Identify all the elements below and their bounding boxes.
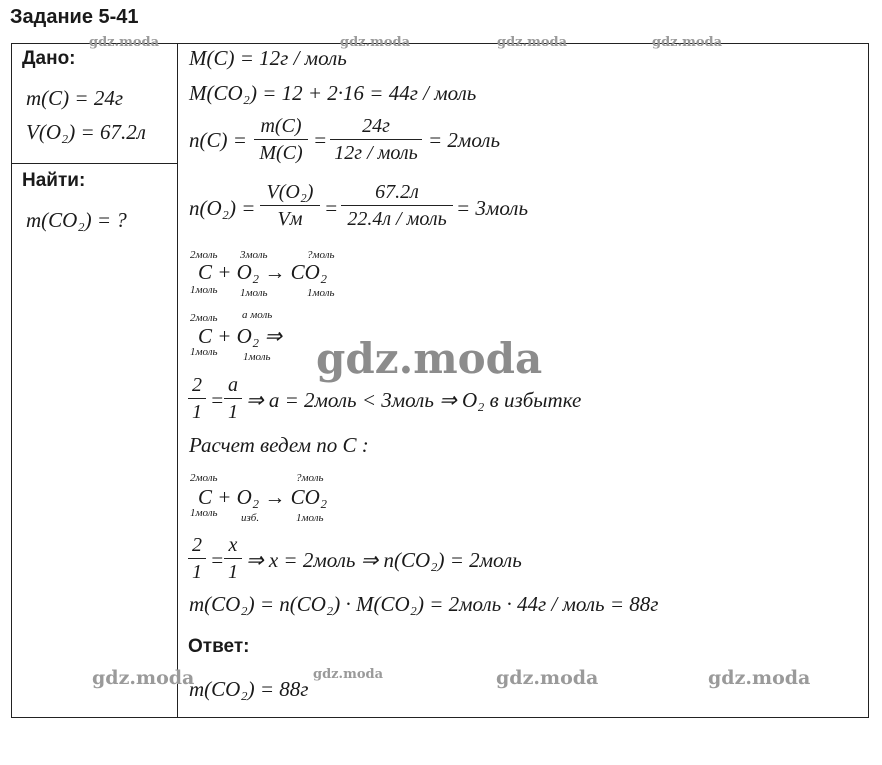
eq1-bottom-o2: 1моль — [240, 287, 268, 299]
watermark: gdz.moda — [497, 35, 568, 50]
watermark: gdz.moda — [708, 667, 811, 689]
n-c-label: n(C) = — [189, 128, 247, 152]
eq2-bottom-c: 1моль — [190, 346, 218, 358]
watermark: gdz.moda — [313, 667, 384, 682]
prop2-num1: 2 — [192, 534, 202, 556]
n-c-fraction-2 — [330, 114, 422, 165]
watermark: gdz.moda — [92, 667, 195, 689]
prop1-conclusion: ⇒ a = 2моль < 3моль ⇒ O₂ в избытке — [246, 388, 582, 412]
eq1-bottom-c: 1моль — [190, 284, 218, 296]
n-c-f2-den: 12г / моль — [334, 142, 418, 164]
eq3-top-c: 2моль — [190, 472, 218, 484]
n-o2-f2-den: 22.4л / моль — [347, 208, 447, 230]
n-c-f1-num: m(C) — [260, 115, 302, 137]
molar-mass-c: M(C) = 12г / моль — [189, 46, 347, 70]
equation-3: C + O₂ → CO₂ — [198, 485, 328, 509]
prop1-num1: 2 — [192, 374, 202, 396]
n-c-f2-num: 24г — [362, 115, 390, 137]
column-divider — [177, 44, 178, 717]
prop1-fraction-1 — [188, 373, 206, 424]
prop2-den1: 1 — [192, 561, 202, 583]
eq3-bottom-o2: изб. — [241, 512, 260, 524]
eq3-bottom-co2: 1моль — [296, 512, 324, 524]
prop1-den2: 1 — [228, 401, 238, 423]
watermark: gdz.moda — [340, 35, 411, 50]
watermark: gdz.moda — [652, 35, 723, 50]
watermark: gdz.moda — [89, 35, 160, 50]
eq2-top-o2: a моль — [242, 309, 273, 321]
n-o2-f1-den: Vм — [277, 208, 303, 230]
equation-1: C + O₂ → CO₂ — [198, 260, 328, 284]
n-o2-f2-num: 67.2л — [375, 181, 419, 203]
calc-by-c: Расчет ведем по C : — [189, 433, 369, 457]
n-o2-fraction-2 — [341, 180, 453, 231]
eq1-top-co2: ?моль — [307, 249, 335, 261]
molar-mass-co2: M(CO₂) = 12 + 2·16 = 44г / моль — [189, 81, 477, 105]
equation-2: C + O₂ ⇒ — [198, 324, 282, 348]
n-o2-result: = 3моль — [456, 196, 529, 220]
eq2-bottom-o2: 1моль — [243, 351, 271, 363]
answer-header: Ответ: — [188, 636, 250, 657]
watermark: gdz.moda — [496, 667, 599, 689]
eq3-top-co2: ?моль — [296, 472, 324, 484]
given-mass: m(C) = 24г — [26, 86, 124, 110]
prop2-fraction-2 — [224, 533, 242, 584]
eq1-top-o2: 3моль — [240, 249, 268, 261]
row-divider — [12, 163, 177, 164]
n-c-f1-den: M(C) — [259, 142, 303, 164]
prop2-den2: 1 — [228, 561, 238, 583]
eq1-top-c: 2моль — [190, 249, 218, 261]
find-target: m(CO₂) = ? — [26, 208, 127, 232]
eq1-bottom-co2: 1моль — [307, 287, 335, 299]
n-o2-f1-num: V(O₂) — [266, 181, 314, 203]
find-header: Найти: — [22, 170, 86, 191]
page-title: Задание 5-41 — [10, 6, 139, 28]
n-c-result: = 2моль — [428, 128, 501, 152]
given-header: Дано: — [22, 48, 76, 69]
prop1-den1: 1 — [192, 401, 202, 423]
prop2-conclusion: ⇒ x = 2моль ⇒ n(CO₂) = 2моль — [246, 548, 522, 572]
answer-value: m(CO₂) = 88г — [189, 677, 309, 701]
n-o2-label: n(O₂) = — [189, 196, 256, 220]
eq3-bottom-c: 1моль — [190, 507, 218, 519]
mass-calculation: m(CO₂) = n(CO₂) · M(CO₂) = 2моль · 44г / моль = 88г — [189, 592, 659, 616]
eq2-top-c: 2моль — [190, 312, 218, 324]
given-volume: V(O₂) = 67.2л — [26, 120, 146, 144]
prop1-num2: a — [228, 374, 238, 396]
prop2-num2: x — [228, 534, 238, 556]
prop2-fraction-1 — [188, 533, 206, 584]
n-c-fraction-1 — [254, 114, 308, 165]
watermark-large: gdz.moda — [316, 334, 543, 383]
prop1-fraction-2 — [224, 373, 242, 424]
n-o2-fraction-1 — [260, 180, 320, 231]
